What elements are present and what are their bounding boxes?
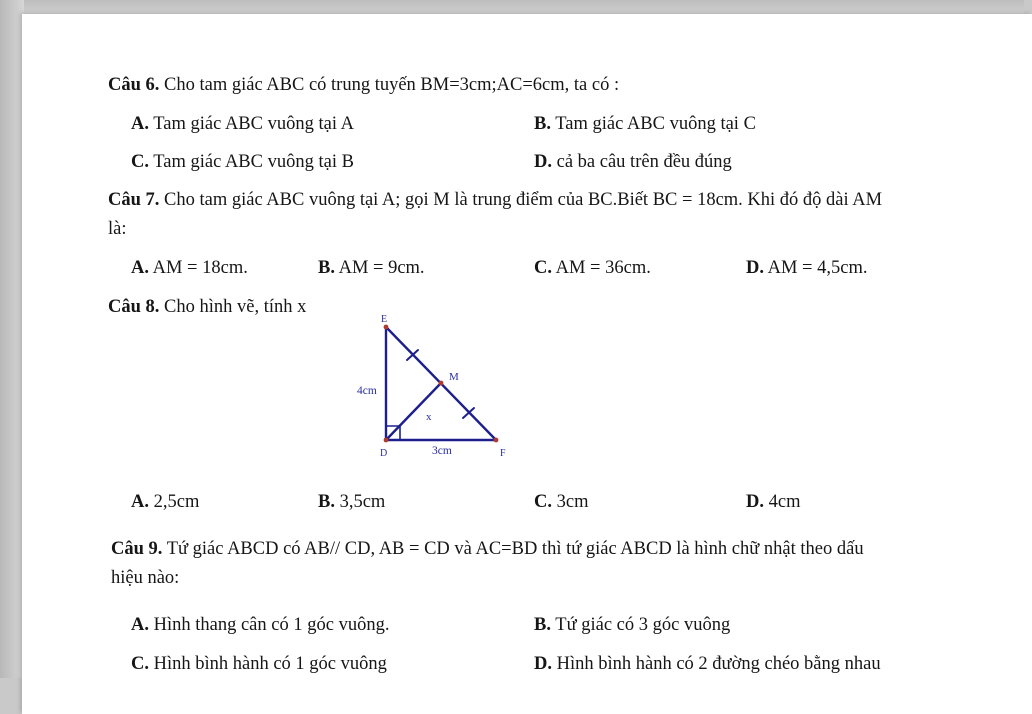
option-text: Hình bình hành có 1 góc vuông — [153, 654, 387, 674]
option-text: AM = 18cm. — [152, 258, 248, 278]
triangle-figure — [357, 314, 534, 462]
option-text: cả ba câu trên đều đúng — [556, 152, 732, 172]
option-letter: A. — [131, 615, 149, 635]
option-letter: A. — [131, 114, 149, 134]
question-9 — [111, 538, 864, 560]
question-7-label: Câu 7. — [108, 190, 160, 210]
point-f-dot — [494, 438, 499, 443]
option-text: Hình thang cân có 1 góc vuông. — [153, 615, 390, 635]
option-text: Tứ giác có 3 góc vuông — [555, 615, 731, 635]
option-letter: A. — [131, 258, 149, 278]
option-letter: B. — [318, 258, 335, 278]
question-8 — [108, 296, 306, 318]
median-x-label: x — [426, 411, 432, 423]
background-edge-left — [0, 0, 24, 678]
point-d-label: D — [380, 448, 388, 459]
option-text: 4cm — [768, 492, 801, 512]
q7-option-b — [318, 257, 425, 279]
side-de-length: 4cm — [357, 385, 377, 397]
question-7-continued: là: — [108, 219, 127, 239]
q6-option-b — [534, 113, 756, 135]
question-9-label: Câu 9. — [111, 539, 163, 559]
option-text: 2,5cm — [153, 492, 200, 512]
q7-option-d — [746, 257, 867, 279]
option-text: 3cm — [556, 492, 589, 512]
option-text: 3,5cm — [339, 492, 386, 512]
option-letter: C. — [534, 258, 552, 278]
question-8-label: Câu 8. — [108, 297, 160, 317]
option-text: Tam giác ABC vuông tại C — [555, 114, 756, 134]
option-letter: C. — [534, 492, 552, 512]
option-text: AM = 4,5cm. — [767, 258, 868, 278]
q7-option-c — [534, 257, 651, 279]
worksheet-page — [22, 14, 1032, 714]
median-dm — [386, 383, 441, 440]
point-e-label: E — [381, 314, 388, 325]
q8-option-d — [746, 491, 800, 513]
q6-option-a — [131, 113, 354, 135]
option-letter: D. — [534, 152, 552, 172]
question-9-text: Tứ giác ABCD có AB// CD, AB = CD và AC=BD thì tứ giác ABCD là hình chữ nhật theo dấu — [166, 539, 864, 559]
option-letter: B. — [318, 492, 335, 512]
q9-option-b — [534, 614, 730, 636]
q8-option-a — [131, 491, 199, 513]
q6-option-d — [534, 151, 732, 173]
option-text: Tam giác ABC vuông tại B — [153, 152, 354, 172]
point-m-label: M — [449, 371, 459, 383]
point-d-dot — [384, 438, 389, 443]
q8-option-b — [318, 491, 385, 513]
question-6 — [108, 74, 619, 96]
option-letter: B. — [534, 114, 551, 134]
side-df-length: 3cm — [432, 445, 452, 457]
option-text: Tam giác ABC vuông tại A — [153, 114, 354, 134]
q9-option-d — [534, 653, 881, 675]
option-letter: D. — [534, 654, 552, 674]
q8-option-c — [534, 491, 588, 513]
question-9-continued: hiệu nào: — [111, 568, 180, 588]
q9-option-a — [131, 614, 389, 636]
q6-option-c — [131, 151, 354, 173]
option-text: AM = 9cm. — [338, 258, 425, 278]
point-e-dot — [384, 325, 389, 330]
option-letter: C. — [131, 152, 149, 172]
option-letter: D. — [746, 492, 764, 512]
point-m-dot — [439, 381, 444, 386]
question-8-text: Cho hình vẽ, tính x — [164, 297, 307, 317]
point-f-label: F — [500, 448, 506, 459]
option-letter: A. — [131, 492, 149, 512]
question-6-label: Câu 6. — [108, 75, 160, 95]
option-letter: D. — [746, 258, 764, 278]
question-7-text: Cho tam giác ABC vuông tại A; gọi M là trung điểm của BC.Biết BC = 18cm. Khi đó độ dài AM — [164, 190, 883, 210]
option-letter: C. — [131, 654, 149, 674]
option-letter: B. — [534, 615, 551, 635]
option-text: AM = 36cm. — [555, 258, 651, 278]
option-text: Hình bình hành có 2 đường chéo bằng nhau — [556, 654, 881, 674]
question-7 — [108, 189, 882, 211]
question-6-text: Cho tam giác ABC có trung tuyến BM=3cm;AC=6cm, ta có : — [164, 75, 620, 95]
q7-option-a — [131, 257, 248, 279]
q9-option-c — [131, 653, 387, 675]
